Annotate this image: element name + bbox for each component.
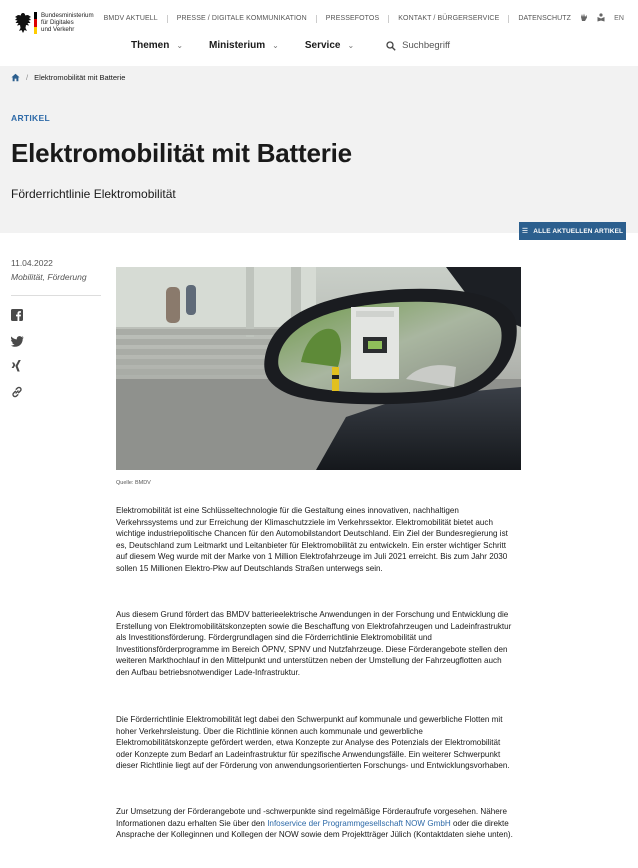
search-icon	[386, 41, 396, 51]
article-image	[116, 267, 521, 470]
ministry-name	[41, 12, 101, 33]
topnav-divider	[167, 15, 168, 23]
federal-eagle-icon	[14, 12, 32, 34]
topnav-datenschutz[interactable]: DATENSCHUTZ	[518, 15, 572, 22]
twitter-icon[interactable]	[11, 334, 25, 348]
article-tags: Mobilität, Förderung	[11, 272, 87, 282]
topnav-divider	[388, 15, 389, 23]
nav-themen[interactable]	[131, 40, 183, 51]
topnav-divider	[508, 15, 509, 23]
article-kicker: ARTIKEL	[11, 113, 50, 123]
german-flag	[34, 12, 37, 34]
meta-divider	[11, 295, 101, 296]
topnav-pressefotos[interactable]: PRESSEFOTOS	[325, 15, 380, 22]
article-paragraph: Die Förderrichtlinie Elektromobilität legt dabei den Schwerpunkt auf kommunale und gewerbliche Flotten mit hoher Verkehrsleistung. Über die Richtlinie können auch kommunale und gewerbliche Elektromobilitätskonzepte gefördert werden, etwa Konzepte zur Analyse des Potenzials der Elektromobilität oder Konzepte zum Bedarf an Ladeinfrastruktur für spezifische Anwendungsfälle. Ein weiterer Schwerpunkt dieser Richtlinie liegt auf der Förderung von anwendungsorientierten Forschungs- und Entwicklungsvorhaben.	[116, 715, 510, 771]
link-icon[interactable]	[11, 385, 25, 399]
nav-themen-label: Themen	[131, 40, 170, 51]
nav-ministerium[interactable]	[209, 40, 279, 51]
nav-service[interactable]	[305, 40, 354, 51]
ministry-name-line: und Verkehr	[41, 26, 75, 33]
paragraph-text: oder die direkte Ansprache der Kolleginnen und Kollegen der NOW sowie dem Projektträger Jülich (Kontaktdaten siehe unten).	[116, 818, 513, 840]
article-paragraph: Elektromobilität ist eine Schlüsseltechnologie für die Gestaltung eines innovativen, nachhaltigen Verkehrssystems und zur Erreichung der Klimaschutzziele im Verkehrssektor. Elektromobilität bietet auch wichtige industriepolitische Chancen für den Automobilstandort Deutschland. Ein Ziel der Bundesregierung ist es, Deutschland zum Leitmarkt und Leitanbieter für Elektromobilität zu entwickeln. Ein erster wichtiger Schritt auf diesem Weg wurde mit der Marke von 1 Million Elektrofahrzeuge im Juli 2021 erreicht. Bis zum Jahr 2030 sollen 15 Millionen Elektro-Pkw auf Deutschlands Straßen unterwegs sein.	[116, 506, 508, 573]
breadcrumb-current: Elektromobilität mit Batterie	[34, 73, 126, 82]
ministry-name-line: für Digitales	[41, 19, 74, 26]
language-switch[interactable]: EN	[614, 15, 624, 22]
breadcrumb-separator: /	[26, 73, 29, 82]
breadcrumb	[11, 73, 125, 82]
topnav-bmdv-aktuell[interactable]: BMDV AKTUELL	[103, 15, 158, 22]
all-articles-button[interactable]	[519, 222, 626, 240]
image-caption: Quelle: BMDV	[116, 480, 151, 486]
topnav-divider	[316, 15, 317, 23]
page-subtitle: Förderrichtlinie Elektromobilität	[11, 187, 176, 201]
article-paragraph: Aus diesem Grund fördert das BMDV batterieelektrische Anwendungen in der Forschung und Entwicklung die Erstellung von Elektromobilitätskonzepten sowie die Beschaffung von Elektrofahrzeugen und Ladeinfrastruktur als Investitionsförderung. Fördergrundlagen sind die Förderrichtlinie Elektromobilität und Investitionsförderprogramme im Bereich ÖPNV, SPNV und Nutzfahrzeuge. Diese Förderangebote stellen den weiteren Markthochlauf in den Mittelpunkt und unterstützen neben der Umstellung der Fahrzeugflotten auch den Aufbau betriebsnotwendiger Lade-Infrastruktur.	[116, 610, 512, 677]
car-mirror-charging-photo	[116, 267, 521, 470]
home-icon[interactable]	[11, 73, 20, 82]
topnav-kontakt[interactable]: KONTAKT / BÜRGERSERVICE	[398, 15, 500, 22]
easy-language-icon[interactable]	[597, 13, 605, 24]
site-header	[0, 0, 638, 66]
ministry-logo[interactable]	[14, 12, 101, 34]
article-header	[0, 66, 638, 233]
chevron-down-icon: ⌄	[347, 41, 355, 50]
search-field[interactable]	[386, 40, 450, 51]
now-infoservice-link[interactable]: Infoservice der Programmgesellschaft NOW GmbH	[267, 818, 451, 828]
search-placeholder: Suchbegriff	[402, 40, 451, 51]
chevron-down-icon: ⌄	[272, 41, 279, 50]
main-navigation	[131, 40, 450, 51]
ministry-name-line: Bundesministerium	[41, 12, 94, 19]
xing-icon[interactable]	[11, 359, 25, 373]
nav-ministerium-label: Ministerium	[209, 40, 266, 51]
chevron-down-icon: ⌄	[176, 41, 184, 50]
service-navigation	[95, 13, 624, 24]
page-title: Elektromobilität mit Batterie	[11, 138, 352, 168]
article-date: 11.04.2022	[11, 258, 53, 268]
sign-language-icon[interactable]	[580, 13, 588, 24]
all-articles-label: ALLE AKTUELLEN ARTIKEL	[533, 227, 624, 235]
article-paragraph	[116, 806, 516, 841]
topnav-presse[interactable]: PRESSE / DIGITALE KOMMUNIKATION	[176, 15, 307, 22]
facebook-icon[interactable]	[11, 308, 25, 322]
list-icon: ☰	[521, 228, 529, 235]
nav-service-label: Service	[304, 40, 341, 51]
paragraph-text: Zur Umsetzung der Förderangebote und -schwerpunkte sind regelmäßige Förderaufrufe vorgesehen. Nähere Informationen dazu erhalten Sie über den	[116, 807, 507, 828]
